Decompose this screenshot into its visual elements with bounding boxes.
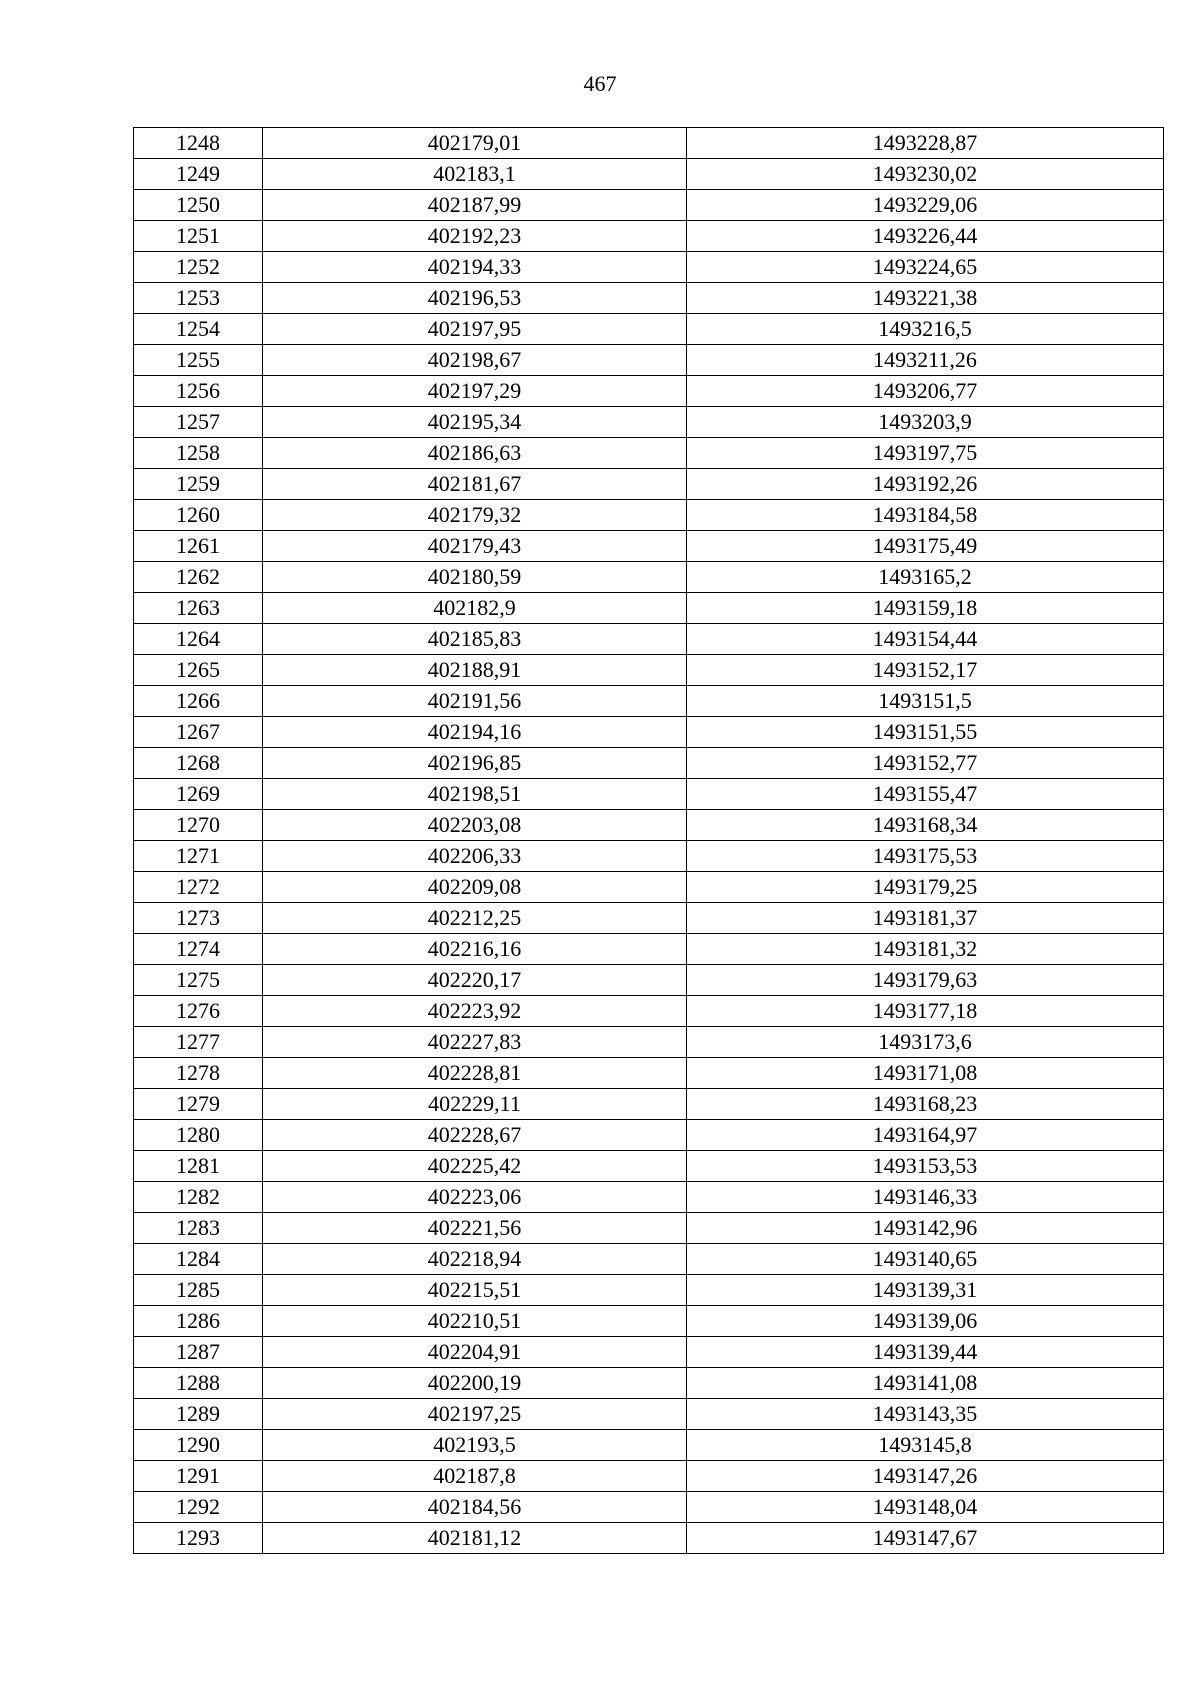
point-number-cell: 1285 (134, 1275, 263, 1306)
y-coordinate-cell: 1493152,17 (687, 655, 1164, 686)
point-number-cell: 1275 (134, 965, 263, 996)
point-number-cell: 1284 (134, 1244, 263, 1275)
point-number-cell: 1262 (134, 562, 263, 593)
point-number-cell: 1258 (134, 438, 263, 469)
point-number-cell: 1276 (134, 996, 263, 1027)
y-coordinate-cell: 1493155,47 (687, 779, 1164, 810)
coordinates-table (133, 127, 1164, 1554)
x-coordinate-cell: 402182,9 (263, 593, 687, 624)
point-number-cell: 1281 (134, 1151, 263, 1182)
x-coordinate-cell: 402197,95 (263, 314, 687, 345)
x-coordinate-cell: 402179,32 (263, 500, 687, 531)
y-coordinate-cell: 1493145,8 (687, 1430, 1164, 1461)
y-coordinate-cell: 1493184,58 (687, 500, 1164, 531)
y-coordinate-cell: 1493151,55 (687, 717, 1164, 748)
point-number-cell: 1280 (134, 1120, 263, 1151)
x-coordinate-cell: 402187,8 (263, 1461, 687, 1492)
y-coordinate-cell: 1493168,23 (687, 1089, 1164, 1120)
table-row (134, 1244, 1164, 1275)
point-number-cell: 1292 (134, 1492, 263, 1523)
point-number-cell: 1266 (134, 686, 263, 717)
y-coordinate-cell: 1493165,2 (687, 562, 1164, 593)
x-coordinate-cell: 402186,63 (263, 438, 687, 469)
y-coordinate-cell: 1493171,08 (687, 1058, 1164, 1089)
y-coordinate-cell: 1493216,5 (687, 314, 1164, 345)
table-row (134, 128, 1164, 159)
table-row (134, 190, 1164, 221)
table-row (134, 903, 1164, 934)
table-row (134, 779, 1164, 810)
x-coordinate-cell: 402203,08 (263, 810, 687, 841)
y-coordinate-cell: 1493211,26 (687, 345, 1164, 376)
x-coordinate-cell: 402216,16 (263, 934, 687, 965)
table-row (134, 159, 1164, 190)
y-coordinate-cell: 1493203,9 (687, 407, 1164, 438)
point-number-cell: 1264 (134, 624, 263, 655)
point-number-cell: 1252 (134, 252, 263, 283)
point-number-cell: 1272 (134, 872, 263, 903)
x-coordinate-cell: 402198,67 (263, 345, 687, 376)
y-coordinate-cell: 1493179,25 (687, 872, 1164, 903)
table-row (134, 1492, 1164, 1523)
y-coordinate-cell: 1493181,32 (687, 934, 1164, 965)
table-row (134, 810, 1164, 841)
x-coordinate-cell: 402204,91 (263, 1337, 687, 1368)
point-number-cell: 1274 (134, 934, 263, 965)
x-coordinate-cell: 402221,56 (263, 1213, 687, 1244)
point-number-cell: 1270 (134, 810, 263, 841)
page-number: 467 (583, 71, 617, 96)
point-number-cell: 1282 (134, 1182, 263, 1213)
table-row (134, 500, 1164, 531)
x-coordinate-cell: 402228,81 (263, 1058, 687, 1089)
y-coordinate-cell: 1493175,53 (687, 841, 1164, 872)
table-row (134, 748, 1164, 779)
x-coordinate-cell: 402196,85 (263, 748, 687, 779)
x-coordinate-cell: 402194,33 (263, 252, 687, 283)
point-number-cell: 1259 (134, 469, 263, 500)
x-coordinate-cell: 402206,33 (263, 841, 687, 872)
x-coordinate-cell: 402218,94 (263, 1244, 687, 1275)
point-number-cell: 1255 (134, 345, 263, 376)
x-coordinate-cell: 402220,17 (263, 965, 687, 996)
point-number-cell: 1278 (134, 1058, 263, 1089)
y-coordinate-cell: 1493142,96 (687, 1213, 1164, 1244)
table-row (134, 314, 1164, 345)
point-number-cell: 1269 (134, 779, 263, 810)
y-coordinate-cell: 1493192,26 (687, 469, 1164, 500)
x-coordinate-cell: 402180,59 (263, 562, 687, 593)
y-coordinate-cell: 1493139,31 (687, 1275, 1164, 1306)
table-row (134, 1368, 1164, 1399)
x-coordinate-cell: 402179,01 (263, 128, 687, 159)
y-coordinate-cell: 1493152,77 (687, 748, 1164, 779)
table-row (134, 686, 1164, 717)
table-row (134, 1089, 1164, 1120)
x-coordinate-cell: 402195,34 (263, 407, 687, 438)
x-coordinate-cell: 402200,19 (263, 1368, 687, 1399)
point-number-cell: 1253 (134, 283, 263, 314)
x-coordinate-cell: 402192,23 (263, 221, 687, 252)
point-number-cell: 1261 (134, 531, 263, 562)
point-number-cell: 1291 (134, 1461, 263, 1492)
y-coordinate-cell: 1493164,97 (687, 1120, 1164, 1151)
x-coordinate-cell: 402184,56 (263, 1492, 687, 1523)
table-row (134, 562, 1164, 593)
point-number-cell: 1290 (134, 1430, 263, 1461)
table-row (134, 872, 1164, 903)
table-row (134, 1182, 1164, 1213)
coordinates-table-body (134, 128, 1164, 1554)
x-coordinate-cell: 402228,67 (263, 1120, 687, 1151)
x-coordinate-cell: 402227,83 (263, 1027, 687, 1058)
table-row (134, 1151, 1164, 1182)
y-coordinate-cell: 1493147,67 (687, 1523, 1164, 1554)
y-coordinate-cell: 1493179,63 (687, 965, 1164, 996)
table-row (134, 841, 1164, 872)
point-number-cell: 1248 (134, 128, 263, 159)
x-coordinate-cell: 402193,5 (263, 1430, 687, 1461)
table-row (134, 1275, 1164, 1306)
y-coordinate-cell: 1493221,38 (687, 283, 1164, 314)
point-number-cell: 1256 (134, 376, 263, 407)
x-coordinate-cell: 402215,51 (263, 1275, 687, 1306)
point-number-cell: 1260 (134, 500, 263, 531)
x-coordinate-cell: 402223,06 (263, 1182, 687, 1213)
point-number-cell: 1268 (134, 748, 263, 779)
table-row (134, 593, 1164, 624)
y-coordinate-cell: 1493143,35 (687, 1399, 1164, 1430)
y-coordinate-cell: 1493177,18 (687, 996, 1164, 1027)
table-row (134, 624, 1164, 655)
table-row (134, 407, 1164, 438)
table-row (134, 1430, 1164, 1461)
table-row (134, 376, 1164, 407)
point-number-cell: 1286 (134, 1306, 263, 1337)
table-row (134, 283, 1164, 314)
x-coordinate-cell: 402181,67 (263, 469, 687, 500)
y-coordinate-cell: 1493224,65 (687, 252, 1164, 283)
x-coordinate-cell: 402188,91 (263, 655, 687, 686)
y-coordinate-cell: 1493159,18 (687, 593, 1164, 624)
y-coordinate-cell: 1493226,44 (687, 221, 1164, 252)
x-coordinate-cell: 402225,42 (263, 1151, 687, 1182)
y-coordinate-cell: 1493140,65 (687, 1244, 1164, 1275)
point-number-cell: 1254 (134, 314, 263, 345)
point-number-cell: 1287 (134, 1337, 263, 1368)
point-number-cell: 1289 (134, 1399, 263, 1430)
point-number-cell: 1273 (134, 903, 263, 934)
table-row (134, 996, 1164, 1027)
table-row (134, 1213, 1164, 1244)
x-coordinate-cell: 402187,99 (263, 190, 687, 221)
point-number-cell: 1277 (134, 1027, 263, 1058)
y-coordinate-cell: 1493168,34 (687, 810, 1164, 841)
y-coordinate-cell: 1493206,77 (687, 376, 1164, 407)
y-coordinate-cell: 1493141,08 (687, 1368, 1164, 1399)
point-number-cell: 1267 (134, 717, 263, 748)
point-number-cell: 1250 (134, 190, 263, 221)
y-coordinate-cell: 1493181,37 (687, 903, 1164, 934)
y-coordinate-cell: 1493153,53 (687, 1151, 1164, 1182)
point-number-cell: 1265 (134, 655, 263, 686)
y-coordinate-cell: 1493147,26 (687, 1461, 1164, 1492)
table-row (134, 1461, 1164, 1492)
point-number-cell: 1249 (134, 159, 263, 190)
x-coordinate-cell: 402197,25 (263, 1399, 687, 1430)
x-coordinate-cell: 402181,12 (263, 1523, 687, 1554)
point-number-cell: 1279 (134, 1089, 263, 1120)
y-coordinate-cell: 1493228,87 (687, 128, 1164, 159)
y-coordinate-cell: 1493197,75 (687, 438, 1164, 469)
y-coordinate-cell: 1493173,6 (687, 1027, 1164, 1058)
table-row (134, 345, 1164, 376)
x-coordinate-cell: 402209,08 (263, 872, 687, 903)
point-number-cell: 1283 (134, 1213, 263, 1244)
table-row (134, 469, 1164, 500)
table-row (134, 438, 1164, 469)
x-coordinate-cell: 402229,11 (263, 1089, 687, 1120)
point-number-cell: 1251 (134, 221, 263, 252)
table-row (134, 1523, 1164, 1554)
x-coordinate-cell: 402179,43 (263, 531, 687, 562)
y-coordinate-cell: 1493175,49 (687, 531, 1164, 562)
y-coordinate-cell: 1493146,33 (687, 1182, 1164, 1213)
point-number-cell: 1293 (134, 1523, 263, 1554)
x-coordinate-cell: 402198,51 (263, 779, 687, 810)
table-row (134, 1058, 1164, 1089)
table-row (134, 1120, 1164, 1151)
x-coordinate-cell: 402191,56 (263, 686, 687, 717)
y-coordinate-cell: 1493139,06 (687, 1306, 1164, 1337)
y-coordinate-cell: 1493230,02 (687, 159, 1164, 190)
y-coordinate-cell: 1493148,04 (687, 1492, 1164, 1523)
point-number-cell: 1257 (134, 407, 263, 438)
x-coordinate-cell: 402196,53 (263, 283, 687, 314)
table-row (134, 531, 1164, 562)
table-row (134, 1306, 1164, 1337)
table-row (134, 1027, 1164, 1058)
point-number-cell: 1271 (134, 841, 263, 872)
point-number-cell: 1263 (134, 593, 263, 624)
x-coordinate-cell: 402212,25 (263, 903, 687, 934)
table-row (134, 965, 1164, 996)
y-coordinate-cell: 1493154,44 (687, 624, 1164, 655)
table-row (134, 221, 1164, 252)
table-row (134, 655, 1164, 686)
table-row (134, 1337, 1164, 1368)
x-coordinate-cell: 402197,29 (263, 376, 687, 407)
x-coordinate-cell: 402223,92 (263, 996, 687, 1027)
y-coordinate-cell: 1493229,06 (687, 190, 1164, 221)
x-coordinate-cell: 402183,1 (263, 159, 687, 190)
table-row (134, 252, 1164, 283)
table-row (134, 934, 1164, 965)
y-coordinate-cell: 1493151,5 (687, 686, 1164, 717)
x-coordinate-cell: 402194,16 (263, 717, 687, 748)
table-row (134, 717, 1164, 748)
point-number-cell: 1288 (134, 1368, 263, 1399)
x-coordinate-cell: 402210,51 (263, 1306, 687, 1337)
y-coordinate-cell: 1493139,44 (687, 1337, 1164, 1368)
table-row (134, 1399, 1164, 1430)
x-coordinate-cell: 402185,83 (263, 624, 687, 655)
